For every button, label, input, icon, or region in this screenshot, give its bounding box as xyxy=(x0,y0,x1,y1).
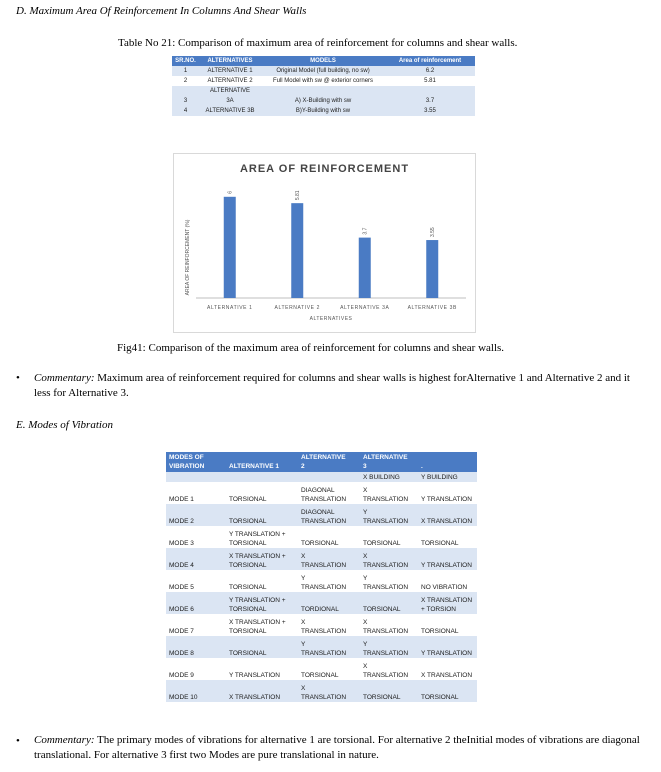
table-21-cell: B)Y-Building with sw xyxy=(261,106,385,116)
modes-cell: TORSIONAL xyxy=(226,504,298,526)
modes-cell: MODE 7 xyxy=(166,614,226,636)
modes-cell: X TRANSLATION xyxy=(418,658,477,680)
table-21-row xyxy=(172,66,475,76)
modes-cell: TORSIONAL xyxy=(418,526,477,548)
modes-cell: Y TRANSLATION xyxy=(298,636,360,658)
modes-row xyxy=(166,680,477,702)
table-21-cell: Original Model (full building, no sw) xyxy=(261,66,385,76)
table-21-cell: ALTERNATIVE xyxy=(199,86,261,96)
x-tick-label-3: ALTERNATIVE 3A xyxy=(340,305,390,311)
chart-area-of-reinforcement xyxy=(173,153,476,333)
data-label-2: 5.81 xyxy=(295,190,302,201)
modes-cell: X TRANSLATION xyxy=(298,680,360,702)
modes-subheader-cell xyxy=(166,472,226,482)
modes-cell: NO VIBRATION xyxy=(418,570,477,592)
modes-subheader-row xyxy=(166,472,477,482)
modes-cell: X TRANSLATION xyxy=(360,614,418,636)
table-21-row xyxy=(172,106,475,116)
modes-cell: TORSIONAL xyxy=(360,526,418,548)
modes-header-0: MODES OF VIBRATION xyxy=(166,452,226,472)
modes-cell: Y TRANSLATION xyxy=(360,570,418,592)
modes-row xyxy=(166,658,477,680)
modes-cell: MODE 6 xyxy=(166,592,226,614)
modes-cell: MODE 1 xyxy=(166,482,226,504)
table-21-cell: A) X-Building with sw xyxy=(261,96,385,106)
modes-cell: TORSIONAL xyxy=(298,526,360,548)
table-21-cell xyxy=(261,86,385,96)
table-21-cell: 3A xyxy=(199,96,261,106)
modes-row xyxy=(166,504,477,526)
modes-cell: DIAGONAL TRANSLATION xyxy=(298,482,360,504)
data-label-4: 3.55 xyxy=(430,227,437,238)
modes-cell: TORSIONAL xyxy=(226,482,298,504)
modes-cell: X TRANSLATION xyxy=(360,658,418,680)
figure-41-caption: Fig41: Comparison of the maximum area of reinforcement for columns and shear walls. xyxy=(117,342,505,354)
table-21-cell: 3.7 xyxy=(385,96,475,106)
chart-title: AREA OF REINFORCEMENT xyxy=(239,163,410,175)
table-21-header-1: ALTERNATIVES xyxy=(199,56,261,66)
table-21-caption: Table No 21: Comparison of maximum area of reinforcement for columns and shear walls. xyxy=(118,37,518,49)
modes-header-4: . xyxy=(418,452,477,472)
commentary-2-label: Commentary: xyxy=(34,734,95,746)
bar-2 xyxy=(291,203,303,298)
modes-cell: X TRANSLATION xyxy=(226,680,298,702)
table-21-cell: ALTERNATIVE 2 xyxy=(199,76,261,86)
modes-subheader-cell xyxy=(226,472,298,482)
modes-cell: X TRANSLATION xyxy=(418,504,477,526)
commentary-1-bullet: • xyxy=(16,372,20,384)
modes-row xyxy=(166,570,477,592)
section-d-heading: D. Maximum Area Of Reinforcement In Columns And Shear Walls xyxy=(16,5,307,17)
modes-cell: X TRANSLATION xyxy=(298,614,360,636)
table-21-cell: 6.2 xyxy=(385,66,475,76)
modes-cell: TORSIONAL xyxy=(298,658,360,680)
modes-cell: TORSIONAL xyxy=(360,592,418,614)
modes-cell: Y TRANSLATION xyxy=(298,570,360,592)
commentary-1 xyxy=(34,371,644,401)
modes-subheader-cell: X BUILDING xyxy=(360,472,418,482)
modes-row xyxy=(166,636,477,658)
table-21-header-3: Area of reinforcement xyxy=(385,56,475,66)
modes-cell: MODE 2 xyxy=(166,504,226,526)
modes-header-3: ALTERNATIVE 3 xyxy=(360,452,418,472)
modes-cell: Y TRANSLATION xyxy=(360,504,418,526)
section-e-heading: E. Modes of Vibration xyxy=(16,419,113,431)
chart-plot xyxy=(174,154,475,332)
modes-cell: TORSIONAL xyxy=(226,636,298,658)
modes-cell: TORSIONAL xyxy=(226,570,298,592)
modes-cell: X TRANSLATION + TORSIONAL xyxy=(226,614,298,636)
table-21-cell: 4 xyxy=(172,106,199,116)
commentary-2 xyxy=(34,733,644,763)
table-21-row xyxy=(172,86,475,96)
modes-cell: Y TRANSLATION + TORSIONAL xyxy=(226,526,298,548)
modes-cell: TORDIONAL xyxy=(298,592,360,614)
table-21-cell: Full Model with sw @ exterior corners xyxy=(261,76,385,86)
data-label-3: 3.7 xyxy=(362,227,369,235)
table-21-cell: ALTERNATIVE 1 xyxy=(199,66,261,76)
table-21 xyxy=(172,56,475,116)
commentary-1-text: Maximum area of reinforcement required for columns and shear walls is highest forAlternative 1 and Alternative 2 and it less for Alternative 3. xyxy=(34,372,630,399)
table-21-cell: 3.55 xyxy=(385,106,475,116)
table-21-row xyxy=(172,96,475,106)
modes-row xyxy=(166,548,477,570)
table-21-cell: 3 xyxy=(172,96,199,106)
bar-3 xyxy=(359,238,371,298)
modes-row xyxy=(166,614,477,636)
modes-row xyxy=(166,592,477,614)
table-21-row xyxy=(172,76,475,86)
modes-cell: X TRANSLATION xyxy=(298,548,360,570)
modes-cell: X TRANSLATION xyxy=(360,548,418,570)
modes-subheader-cell xyxy=(298,472,360,482)
modes-cell: Y TRANSLATION xyxy=(226,658,298,680)
modes-cell: MODE 10 xyxy=(166,680,226,702)
modes-cell: Y TRANSLATION + TORSIONAL xyxy=(226,592,298,614)
table-21-cell: 2 xyxy=(172,76,199,86)
modes-cell: TORSIONAL xyxy=(360,680,418,702)
modes-cell: X TRANSLATION xyxy=(360,482,418,504)
modes-subheader-cell: Y BUILDING xyxy=(418,472,477,482)
data-label-1: 6 xyxy=(227,191,234,194)
table-21-cell: ALTERNATIVE 3B xyxy=(199,106,261,116)
modes-row xyxy=(166,482,477,504)
table-21-cell xyxy=(172,86,199,96)
table-21-cell xyxy=(385,86,475,96)
modes-of-vibration-table xyxy=(166,452,477,702)
commentary-2-bullet: • xyxy=(16,735,20,747)
modes-row xyxy=(166,526,477,548)
x-axis-title: ALTERNATIVES xyxy=(309,316,353,322)
modes-cell: Y TRANSLATION xyxy=(418,548,477,570)
modes-cell: Y TRANSLATION xyxy=(418,482,477,504)
x-tick-label-1: ALTERNATIVE 1 xyxy=(207,305,253,311)
modes-cell: DIAGONAL TRANSLATION xyxy=(298,504,360,526)
modes-cell: MODE 4 xyxy=(166,548,226,570)
modes-cell: TORSIONAL xyxy=(418,680,477,702)
modes-cell: X TRANSLATION + TORSIONAL xyxy=(226,548,298,570)
modes-header-1: ALTERNATIVE 1 xyxy=(226,452,298,472)
modes-cell: Y TRANSLATION xyxy=(418,636,477,658)
modes-cell: MODE 3 xyxy=(166,526,226,548)
x-tick-label-4: ALTERNATIVE 3B xyxy=(407,305,457,311)
bar-4 xyxy=(426,240,438,298)
modes-cell: X TRANSLATION + TORSION xyxy=(418,592,477,614)
commentary-1-label: Commentary: xyxy=(34,372,95,384)
modes-cell: Y TRANSLATION xyxy=(360,636,418,658)
commentary-2-text: The primary modes of vibrations for alternative 1 are torsional. For alternative 2 theInitial modes of vibrations are diagonal translational. For alternative 3 first two Modes are pure translational in nature. xyxy=(34,734,640,761)
table-21-header-0: SR.NO. xyxy=(172,56,199,66)
modes-header-2: ALTERNATIVE 2 xyxy=(298,452,360,472)
modes-cell: MODE 8 xyxy=(166,636,226,658)
y-axis-title: AREA OF REINFORCEMENT (%) xyxy=(185,219,191,296)
modes-cell: TORSIONAL xyxy=(418,614,477,636)
bar-1 xyxy=(224,197,236,298)
table-21-cell: 5.81 xyxy=(385,76,475,86)
table-21-header-2: MODELS xyxy=(261,56,385,66)
table-21-cell: 1 xyxy=(172,66,199,76)
x-tick-label-2: ALTERNATIVE 2 xyxy=(274,305,320,311)
modes-cell: MODE 9 xyxy=(166,658,226,680)
modes-cell: MODE 5 xyxy=(166,570,226,592)
